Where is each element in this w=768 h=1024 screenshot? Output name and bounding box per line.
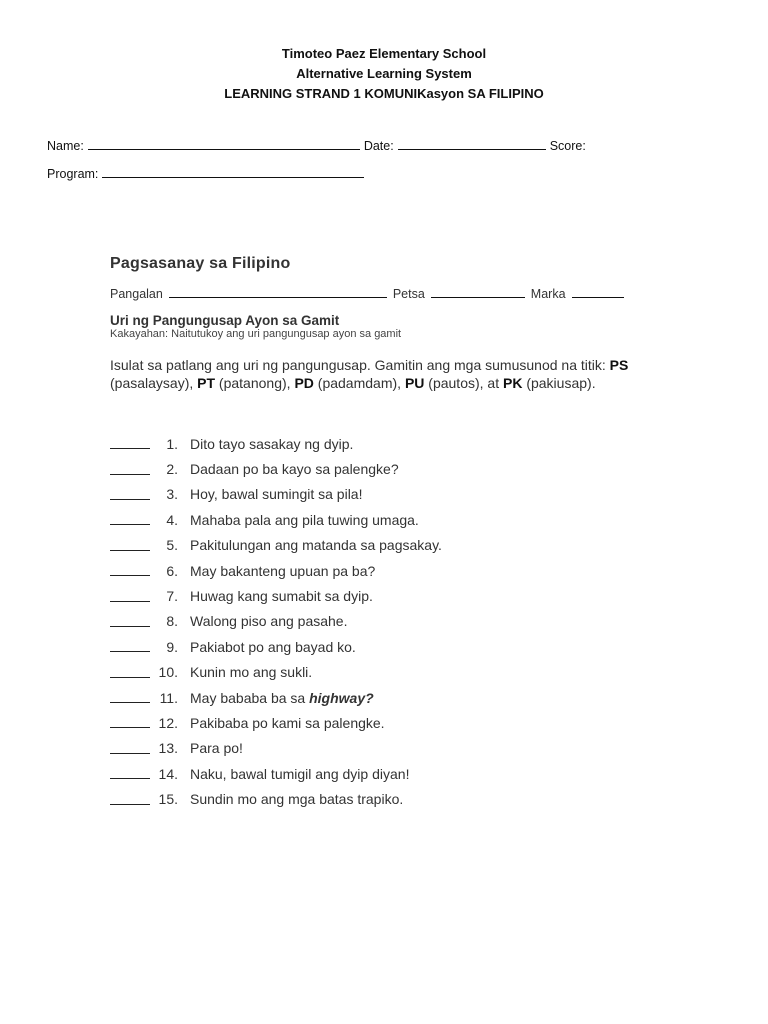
list-item [110, 558, 442, 583]
pangalan-field[interactable] [169, 285, 387, 298]
list-item [110, 456, 442, 481]
list-item [110, 609, 442, 634]
answer-blank[interactable] [110, 591, 150, 602]
list-item [110, 533, 442, 558]
item-number: 1. [166, 435, 178, 452]
worksheet-subtitle: Uri ng Pangungusap Ayon sa Gamit [110, 313, 340, 328]
list-item [110, 660, 442, 685]
item-number: 7. [166, 588, 178, 605]
item-text: Para po! [190, 740, 243, 757]
answer-blank[interactable] [110, 489, 150, 500]
score-label: Score: [549, 139, 586, 153]
answer-blank[interactable] [110, 794, 150, 805]
answer-blank[interactable] [110, 743, 150, 754]
item-number: 6. [166, 562, 178, 579]
code-pt: PT [197, 375, 216, 391]
item-text: Naku, bawal tumigil ang dyip diyan! [190, 765, 410, 782]
name-date-score-row [47, 137, 586, 153]
name-field[interactable] [88, 137, 360, 150]
item-number: 14. [158, 765, 178, 782]
pangalan-label: Pangalan [110, 287, 163, 301]
item-text: Dito tayo sasakay ng dyip. [190, 435, 354, 452]
marka-label: Marka [530, 287, 566, 301]
petsa-label: Petsa [392, 287, 425, 301]
item-number: 9. [166, 638, 178, 655]
worksheet-section [110, 255, 690, 392]
worksheet-objective: Kakayahan: Naitutukoy ang uri pangungusap ayon sa gamit [110, 328, 402, 340]
item-text: Walong piso ang pasahe. [190, 613, 348, 630]
item-text-emphasis: highway? [309, 689, 374, 706]
list-item [110, 431, 442, 456]
item-text: Pakibaba po kami sa palengke. [190, 714, 385, 731]
code-ps-desc: (pasalaysay), [110, 375, 198, 391]
name-label: Name: [47, 139, 84, 153]
date-label: Date: [363, 139, 394, 153]
list-item [110, 634, 442, 659]
code-pt-desc: (patanong), [215, 375, 295, 391]
item-number: 13. [158, 740, 178, 757]
list-item [110, 482, 442, 507]
item-text: Huwag kang sumabit sa dyip. [190, 588, 373, 605]
answer-blank[interactable] [110, 565, 150, 576]
code-pd: PD [294, 375, 314, 391]
item-text: Pakiabot po ang bayad ko. [190, 638, 356, 655]
list-item [110, 736, 442, 761]
code-pu: PU [404, 375, 425, 391]
list-item [110, 786, 442, 811]
answer-blank[interactable] [110, 464, 150, 475]
date-field[interactable] [398, 137, 546, 150]
code-pd-desc: (padamdam), [313, 375, 405, 391]
list-item [110, 761, 442, 786]
school-name: Timoteo Paez Elementary School [281, 46, 487, 61]
code-pk-desc: (pakiusap). [522, 375, 596, 391]
list-item [110, 685, 442, 710]
item-number: 12. [158, 714, 178, 731]
item-text: Sundin mo ang mga batas trapiko. [190, 791, 404, 808]
exercise-items [110, 431, 442, 812]
instructions [110, 356, 685, 392]
program-label: Program: [47, 167, 99, 181]
list-item [110, 507, 442, 532]
worksheet-title: Pagsasanay sa Filipino [110, 255, 291, 272]
pangalan-row [110, 285, 690, 301]
marka-field[interactable] [572, 285, 624, 298]
code-pk: PK [502, 375, 523, 391]
item-text: Dadaan po ba kayo sa palengke? [190, 461, 399, 478]
item-text: Kunin mo ang sukli. [190, 664, 313, 681]
program-name: Alternative Learning System [296, 66, 472, 81]
answer-blank[interactable] [110, 768, 150, 779]
answer-blank[interactable] [110, 641, 150, 652]
item-number: 3. [166, 486, 178, 503]
answer-blank[interactable] [110, 692, 150, 703]
item-text: May bababa ba sa [190, 689, 310, 706]
answer-blank[interactable] [110, 514, 150, 525]
instructions-text: Isulat sa patlang ang uri ng pangungusap. Gamitin ang mga sumusunod na titik: [110, 357, 610, 373]
item-text: May bakanteng upuan pa ba? [190, 562, 376, 579]
answer-blank[interactable] [110, 667, 150, 678]
answer-blank[interactable] [110, 438, 150, 449]
item-text: Pakitulungan ang matanda sa pagsakay. [190, 537, 442, 554]
answer-blank[interactable] [110, 540, 150, 551]
program-row [47, 165, 368, 181]
item-number: 5. [166, 537, 178, 554]
item-number: 15. [158, 791, 178, 808]
item-number: 8. [166, 613, 178, 630]
item-number: 10. [158, 664, 178, 681]
answer-blank[interactable] [110, 717, 150, 728]
list-item [110, 710, 442, 735]
item-number: 4. [166, 511, 178, 528]
document-header [0, 44, 768, 104]
item-number: 2. [166, 461, 178, 478]
program-field[interactable] [102, 165, 364, 178]
item-text: Hoy, bawal sumingit sa pila! [190, 486, 363, 503]
item-number: 11. [159, 689, 178, 706]
petsa-field[interactable] [431, 285, 525, 298]
item-text: Mahaba pala ang pila tuwing umaga. [190, 511, 419, 528]
learning-strand: LEARNING STRAND 1 KOMUNIKasyon SA FILIPINO [224, 86, 544, 101]
answer-blank[interactable] [110, 616, 150, 627]
code-pu-desc: (pautos), at [424, 375, 503, 391]
list-item [110, 583, 442, 608]
code-ps: PS [609, 357, 629, 373]
